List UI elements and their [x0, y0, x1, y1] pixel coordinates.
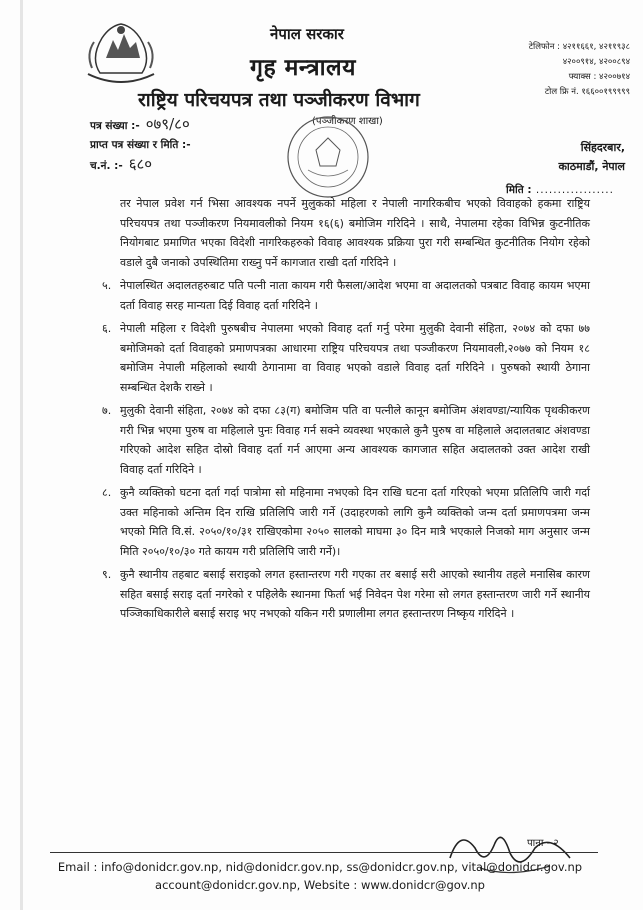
- footer-contacts: [40, 858, 600, 894]
- location-line-1: सिंहदरबार,: [580, 141, 625, 154]
- contact-block: [508, 40, 630, 100]
- binder-margin: [20, 0, 23, 910]
- footer-line-1: Email : info@donidcr.gov.np, nid@donidcr.gov.np, ss@donidcr.gov.np, vital@donidcr.gov.np: [57, 860, 583, 874]
- list-item: [102, 483, 590, 561]
- letter-number-value: ०७९/८०: [145, 115, 190, 133]
- list-item: [102, 401, 590, 479]
- dispatch-number-label: च.नं. :-: [90, 160, 123, 172]
- letter-number-label: पत्र संख्या :-: [90, 120, 140, 132]
- item-number: ६.: [102, 322, 112, 335]
- government-name: नेपाल सरकार: [270, 25, 344, 43]
- intro-paragraph: तर नेपाल प्रवेश गर्न भिसा आवश्यक नपर्ने मुलुकको महिला र नेपाली नागरिकबीच भएको विवाहको हकमा राष्ट्रिय परिचयपत्र तथा पञ्जीकरण नियमावलीको नियम १६(६) बमोजिम गरिदिने । साथै, नेपालमा रहेका विभिन्न कुटनीतिक नियोगबाट प्रमाणित भएका विदेशी नागरिकहरुको विवाह आवश्यक प्रक्रिया पुरा गरी सम्बन्धित कुटनीतिक नियोग रहेको वडाले दुबै जनाको उपस्थितिमा राख्नु पर्ने कागजात राखी दर्ता गरिदिने ।: [120, 197, 590, 269]
- item-number: ८.: [102, 486, 112, 499]
- toll-free-line: टोल फ्रि नं. १६६००१९९९९९: [544, 87, 630, 97]
- reference-block: [90, 115, 191, 176]
- telephone-line-2: ४२००९१४, ४२००८९४: [562, 57, 630, 67]
- item-text: नेपालस्थित अदालतहरुबाट पति पत्नी नाता कायम गरी फैसला/आदेश भएमा वा अदालतको पत्रबाट विवाह कायम भएमा दर्ता विवाह सरह मान्यता दिई विवाह दर्ता गरिदिने ।: [120, 279, 590, 312]
- office-location: [535, 138, 625, 176]
- letter-body: [102, 194, 590, 624]
- nepal-emblem-icon: [80, 18, 162, 88]
- item-text: मुलुकी देवानी संहिता, २०७४ को दफा ८३(ग) बमोजिम पति वा पत्नीले कानून बमोजिम अंशवण्डा/न्यायिक पृथकीकरण गरी भिन्न भएमा पुरुष वा महिलाले पुनः विवाह गर्न सक्ने व्यवस्था भएकाले कुनै पुरुष वा महिलाले अदालतबाट अंशवण्डा गरिएको आदेश सहित दोस्रो विवाह दर्ता गर्न आएमा अन्य आवश्यक कागजात सहित अदालतको उक्त आदेश राखी विवाह दर्ता गरिदिने ।: [120, 404, 590, 476]
- date-label: मिति :: [506, 184, 532, 196]
- list-item: [102, 565, 590, 624]
- list-item: [102, 276, 590, 315]
- footer-line-2: account@donidcr.gov.np, Website : www.donidcr@gov.np: [155, 878, 485, 892]
- location-line-2: काठमाडौं, नेपाल: [558, 160, 625, 173]
- telephone-line: टेलिफोन : ४२११६६१, ४२११९३८: [528, 42, 630, 52]
- page-number: पाना - २: [527, 838, 559, 849]
- branch-name: (पञ्जीकरण शाखा): [312, 116, 383, 127]
- dispatch-number-value: ६८०: [128, 155, 153, 173]
- received-letter-label: प्राप्त पत्र संख्या र मिति :-: [90, 139, 191, 151]
- fax-line: फ्याक्स : ४२००७१४: [568, 72, 630, 82]
- item-number: ७.: [102, 404, 112, 417]
- date-field: मिति : ..................: [506, 184, 614, 196]
- item-number: ९.: [102, 568, 112, 581]
- item-text: नेपाली महिला र विदेशी पुरुषबीच नेपालमा भएको विवाह दर्ता गर्नु परेमा मुलुकी देवानी संहिता, २०७४ को दफा ७७ बमोजिमको दर्ता विवाहको प्रमाणपत्रका आधारमा राष्ट्रिय परिचयपत्र तथा पञ्जीकरण नियमावली,२०७७ को नियम १८ बमोजिम नेपाली महिलाको स्थायी ठेगानामा वा विवाह भएको वडाले विवाह दर्ता गरिदिने । पुरुषको स्थायी ठेगाना सम्बन्धित देशकै राख्ने ।: [120, 322, 590, 394]
- list-item: [102, 319, 590, 397]
- item-number: ५.: [102, 279, 112, 292]
- office-seal-icon: [278, 110, 378, 205]
- item-text: कुनै व्यक्तिको घटना दर्ता गर्दा पात्रोमा सो महिनामा नभएको दिन राखि घटना दर्ता गरिएको भएमा प्रतिलिपि जारी गर्दा उक्त महिनाको अन्तिम दिन राखि प्रतिलिपि जारी गर्ने (उदाहरणको लागि कुनै व्यक्तिको जन्म दर्ता प्रमाणपत्रमा जन्म भएको मिति वि.सं. २०५०/१०/३१ राखिएकोमा २०५० सालको माघमा ३० दिन मात्रै भएकाले निजको माग अनुसार जन्म मिति २०५०/१०/३० गते कायम गरी प्रतिलिपि जारी गर्ने)।: [120, 486, 590, 558]
- ministry-name: गृह मन्त्रालय: [250, 55, 356, 81]
- footer-divider: [50, 852, 598, 853]
- department-name: राष्ट्रिय परिचयपत्र तथा पञ्जीकरण विभाग: [138, 89, 420, 111]
- item-text: कुनै स्थानीय तहबाट बसाई सराइको लगत हस्तान्तरण गरी गएका तर बसाई सरी आएको स्थानीय तहले मनासिब कारण सहित बसाई सराइ दर्ता नगरेको र पहिलेकै स्थानमा फिर्ता भई निवेदन पेश गरेमा सो लगत हस्तान्तरण जारी गर्ने स्थानीय पञ्जिकाधिकारीले बसाई सराइ भए नभएको यकिन गरी प्रणालीमा लगत हस्तान्तरण निष्कृय गरिदिने ।: [120, 568, 590, 620]
